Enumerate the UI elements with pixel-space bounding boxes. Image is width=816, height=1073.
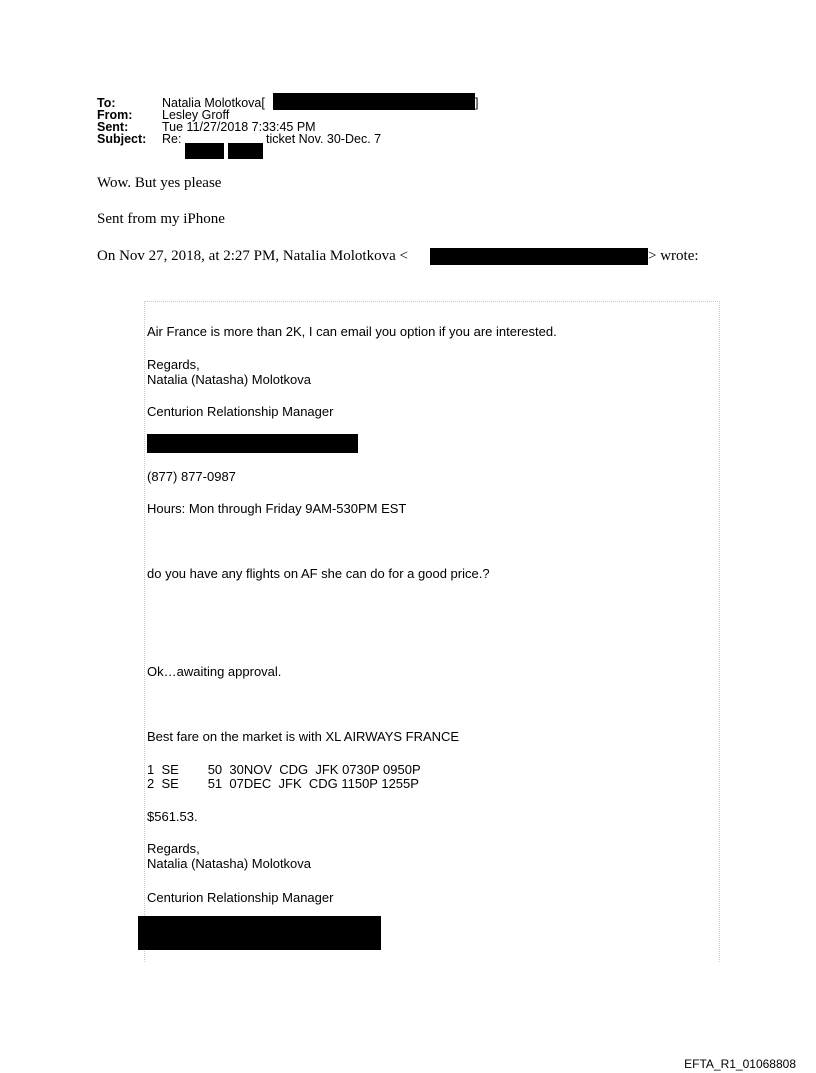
- quoted-paragraph-airfrance: Air France is more than 2K, I can email you option if you are interested.: [147, 324, 557, 339]
- quoted-title-1: Centurion Relationship Manager: [147, 404, 334, 419]
- redaction-subject-1: [185, 143, 224, 159]
- quoted-best-fare: Best fare on the market is with XL AIRWAYS FRANCE: [147, 729, 460, 744]
- quoted-question-af: do you have any flights on AF she can do for a good price.?: [147, 566, 490, 581]
- quoted-awaiting-approval: Ok…awaiting approval.: [147, 664, 282, 679]
- sent-label: Sent:: [97, 120, 129, 134]
- flight-row-1: 1 SE 50 30NOV CDG JFK 0730P 0950P: [147, 762, 421, 777]
- body-line-signature: Sent from my iPhone: [97, 211, 225, 227]
- from-value: Lesley Groff: [162, 108, 230, 122]
- to-close-bracket: ]: [475, 96, 479, 110]
- body-line-on-prefix: On Nov 27, 2018, at 2:27 PM, Natalia Molotkova <: [97, 248, 408, 264]
- document-id: EFTA_R1_01068808: [684, 1057, 796, 1071]
- redaction-subject-2: [228, 143, 263, 159]
- redaction-sender-email: [430, 248, 648, 265]
- quoted-regards-2: Regards,: [147, 841, 200, 856]
- quoted-regards-1: Regards,: [147, 357, 200, 372]
- flight-row-2: 2 SE 51 07DEC JFK CDG 1150P 1255P: [147, 776, 419, 791]
- redaction-contact-1: [147, 434, 358, 453]
- subject-label: Subject:: [97, 132, 147, 146]
- body-line-reply: Wow. But yes please: [97, 175, 222, 191]
- quoted-name-2: Natalia (Natasha) Molotkova: [147, 856, 312, 871]
- to-value: Natalia Molotkova[: [162, 96, 265, 110]
- body-line-on-suffix: > wrote:: [648, 248, 699, 264]
- sent-value: Tue 11/27/2018 7:33:45 PM: [162, 120, 316, 134]
- subject-prefix: Re:: [162, 132, 182, 146]
- redaction-to-email: [273, 93, 475, 110]
- redaction-contact-2: [138, 916, 381, 950]
- quoted-name-1: Natalia (Natasha) Molotkova: [147, 372, 312, 387]
- quoted-price: $561.53.: [147, 809, 198, 824]
- quoted-hours: Hours: Mon through Friday 9AM-530PM EST: [147, 501, 407, 516]
- from-label: From:: [97, 108, 133, 122]
- subject-suffix: ticket Nov. 30-Dec. 7: [266, 132, 382, 146]
- quoted-phone: (877) 877-0987: [147, 469, 236, 484]
- to-label: To:: [97, 96, 116, 110]
- quoted-title-2: Centurion Relationship Manager: [147, 890, 334, 905]
